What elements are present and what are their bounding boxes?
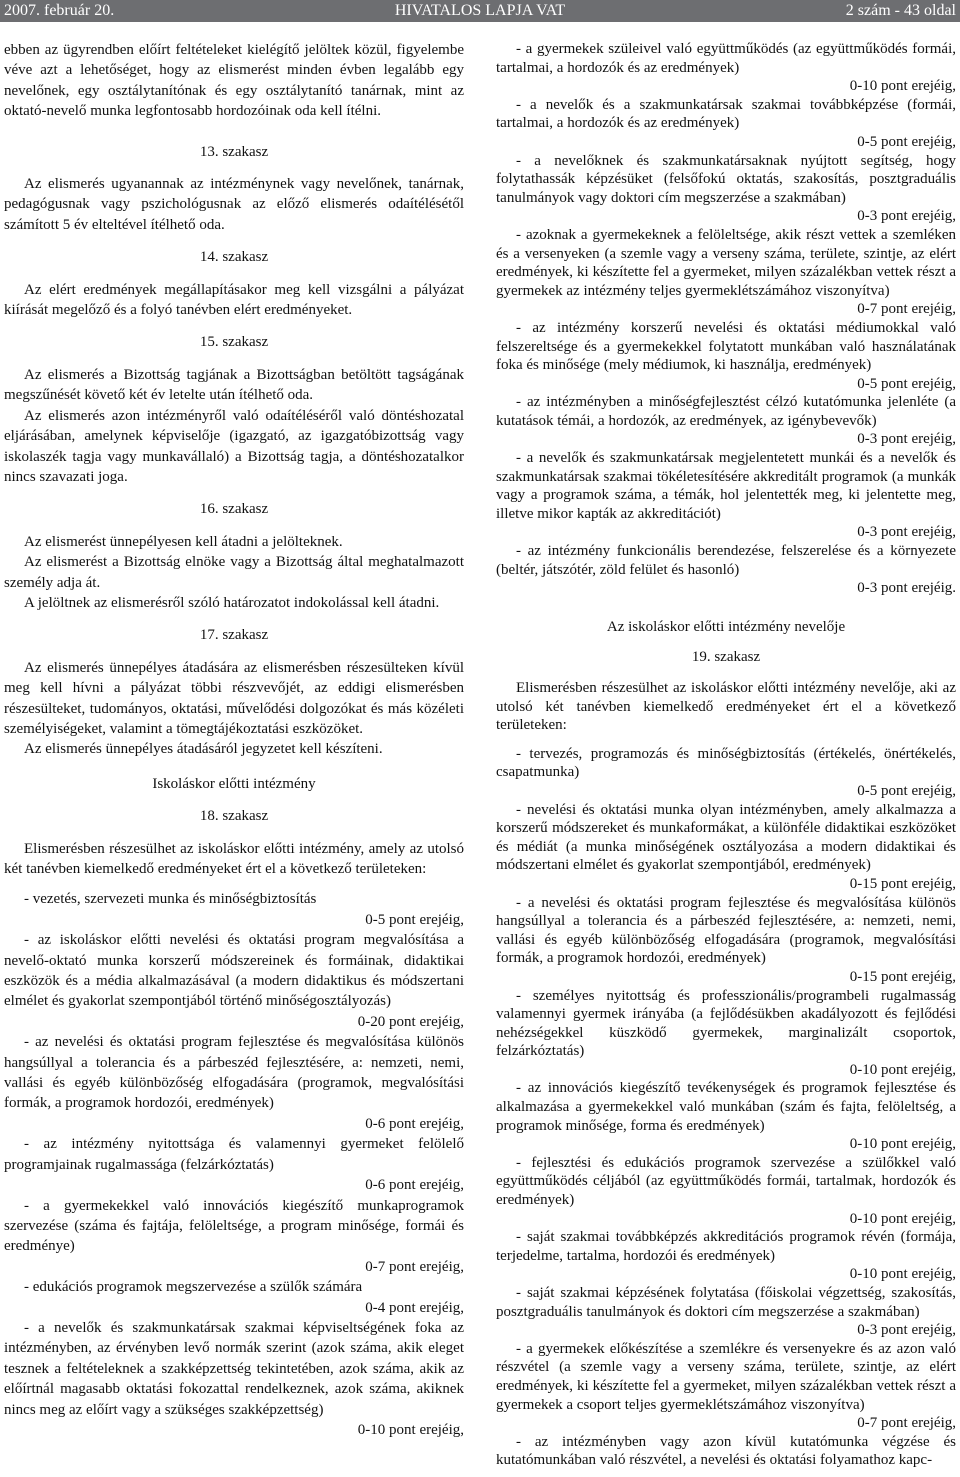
section-19-criteria [496, 745, 956, 1470]
section-15-text-b: Az elismerés azon intézményről való odaítéléséről való döntéshozatal eljárásában, amelynek képviselője (igazgató, az igazgatóbizottság vagy iskolaszék tagja vagy munkavállaló) a Bizottság tagja, a döntéshozatalkor nincs szavazati joga. [4, 407, 464, 485]
header-date: 2007. február 20. [4, 2, 115, 19]
section-16-text-c: A jelöltnek az elismerésről szóló határozatot indokolással kell átadni. [24, 594, 440, 611]
list-item: - a nevelők és a szakmunkatársak szakmai továbbképzése (formái, tartalmai, a hordozók és az eredmények) 0-5 pont erejéig, [496, 96, 956, 150]
list-item: - az iskoláskor előtti nevelési és oktatási program megvalósítása a nevelő-oktató munka korszerű módszereinek és formáinak, didaktikai eszközök és a média alkalmazásával (a modern didaktikus és módszertani elmélet és gyakorlat szempontjából történő minőségosztályozás) 0-20 pont erejéig, [4, 932, 464, 1030]
subheading-preschool: Iskoláskor előtti intézmény [152, 775, 316, 792]
header-title: HIVATALOS LAPJA VAT [394, 2, 566, 19]
right-column [496, 40, 956, 1470]
list-item: - edukációs programok megszervezése a szülők számára 0-4 pont erejéig, [24, 1279, 464, 1316]
list-item: - a nevelési és oktatási program fejlesztése és megvalósítása különös hangsúllyal a tolerancia és a párbeszéd fejlesztésére, a: nemzeti, nemi, vallási és egyéb különbözőség elfogadására (programok, megvalósítási formák, a programok hordozói, eredmények) 0-15 pont erejéig, [496, 894, 956, 985]
section-17-heading: 17. szakasz [199, 627, 269, 644]
section-19-text: Elismerésben részesülhet az iskoláskor előtti intézmény nevelője, aki az utolsó két tanévben kiemelkedő eredményeket ért el a következő területeken: [496, 680, 956, 734]
section-17-text-b: Az elismerés ünnepélyes átadásáról jegyzetet kell készíteni. [24, 741, 383, 758]
list-item: - azoknak a gyermekeknek a felöleltsége, akik részt vettek a szemléken és a versenyeken (a szemle vagy a verseny száma, területe, szintje, az elért eredmények, ki készítette fel a gyermeket, milyen százalékban vettek részt a gyermekek az intézmény teljes gyermeklétszámához viszonyítva) 0-7 pont erejéig, [496, 226, 956, 318]
list-item: - fejlesztési és edukációs programok szervezése a szülőkkel való együttműködés céljából (az együttműködés formái, tartalmak, hordozók és eredmények) 0-10 pont erejéig, [496, 1154, 956, 1227]
section-18-heading: 18. szakasz [199, 808, 269, 825]
section-18-text: Elismerésben részesülhet az iskoláskor előtti intézmény, amely az utolsó két tanévben kiemelkedő eredményeket ért el a következő területeken: [4, 840, 464, 877]
section-17-text-a: Az elismerés ünnepélyes átadására az elismerésben részesülteken kívül meg kell hívni a pályázat többi részvevőjét, az eddigi elismerésben részesülteket, tudományos, oktatási, művelődési dolgozókat és más közéleti személyiségeket, valamint a tömegtájékoztatási eszközöket. [4, 659, 464, 737]
section-15-text-a: Az elismerés a Bizottság tagjának a Bizottságban betöltött tagságának megszűnését követő két év letelte után ítélhető oda. [4, 366, 464, 404]
list-item: - vezetés, szervezeti munka és minőségbiztosítás 0-5 pont erejéig, [24, 891, 464, 928]
list-item: - a nevelőknek és szakmunkatársaknak nyújtott segítség, hogy folytathassák képzésüket (felsőfokú oktatás, szakosítás, posztgraduális tanulmányok vagy doktori cím megszerzése a szakmában) 0-3 pont erejéig, [496, 152, 956, 225]
list-item: - a nevelők és szakmunkatársak megjelentetett munkái és a nevelők és szakmunkatársak szakmai tökéletesítésére akkreditált programok (a munkák vagy a programok száma, a témák, hol jelentették meg, ki jelentette meg, illetve mikor kapták az akkreditációt) 0-3 pont erejéig, [496, 450, 956, 541]
list-item: - a nevelők és szakmunkatársak szakmai képviseltségének foka az intézményben, az érvényben levő normák szerint (azok száma, akik eleget tesznek a feltételeknek a szakképzettség tekintetében, azok száma, akik az előírtnál magasabb oktatási fokozattal rendelkeznek, azok száma, akiknek nincs meg az előírt vagy a szükséges szakképzettség) 0-10 pont erejéig, [4, 1319, 464, 1438]
section-14-text: Az elért eredmények megállapításakor meg kell vizsgálni a pályázat kiírását megelőző és a folyó tanévben elért eredményeket. [4, 281, 464, 319]
subheading-preschool-educator: Az iskoláskor előtti intézmény nevelője [606, 618, 846, 635]
list-item: - az innovációs kiegészítő tevékenységek és programok fejlesztése és alkalmazása a gyermekekkel való munkában (szám és fajta, felöleltség, a programok minősége, forma és eredmények) 0-10 pont erejéig, [496, 1080, 956, 1153]
list-item: - saját szakmai képzésének folytatása (főiskolai végzettség, szakosítás, posztgraduális tanulmányok és doktori cím megszerzése a szakmában) 0-3 pont erejéig, [496, 1285, 956, 1339]
intro-paragraph: ebben az ügyrendben előírt feltételeket kielégítő jelöltek közül, figyelembe véve azt a lehetőséget, hogy az elismerést minden évben legalább egy nevelőnek, egy osztálytanítónak és egy osztálytanító tanárnak, mint az oktató-nevelő munka legfontosabb hordozóinak oda kell ítélni. [4, 42, 464, 120]
section-16-text-b: Az elismerést a Bizottság elnöke vagy a Bizottság által meghatalmazott személy adja át. [4, 554, 464, 591]
section-19-heading: 19. szakasz [691, 649, 761, 666]
list-item: - a gyermekekkel való innovációs kiegészítő munkaprogramok szervezése (száma és fajtája, felöleltsége, a program minősége, formái és eredménye) 0-7 pont erejéig, [4, 1197, 464, 1275]
section-14-heading: 14. szakasz [199, 249, 269, 266]
list-item: - az intézményben vagy azon kívül kutatómunka végzése és kutatómunkában való részvétel, a nevelési és oktatási folyamathoz kapc- [496, 1433, 956, 1469]
list-item: - az intézmény funkcionális berendezése, felszerelése és a környezete (beltér, játszótér, zöld felület és hasonló) 0-3 pont erejéig. [496, 543, 956, 597]
page-header [0, 0, 960, 22]
section-18-criteria [4, 889, 464, 1440]
list-item: - az intézmény korszerű nevelési és oktatási médiumokkal való felszereltsége és a gyermekekkel folytatott munkában való használatának foka és minősége (mely médiumok, ki használja, eredmények) 0-5 pont erejéig, [496, 319, 956, 392]
section-13-heading: 13. szakasz [199, 143, 269, 160]
list-item: - az intézményben a minőségfejlesztést célzó kutatómunka jelenléte (a kutatások témái, a hordozók, az eredmények, az igénybevevők) 0-3 pont erejéig, [496, 394, 956, 448]
section-18-criteria-continued [496, 40, 956, 598]
list-item: - az nevelési és oktatási program fejlesztése és megvalósítása különös hangsúllyal a tolerancia és a párbeszéd fejlesztésére, a: nemzeti, nemi, vallási és egyéb különbözőség elfogadására (programok, megvalósítási formák, a programok hordozói, eredmények) 0-6 pont erejéig, [4, 1034, 464, 1132]
list-item: - saját szakmai továbbképzés akkreditációs programok révén (formája, terjedelme, tartalma, hordozói és eredmények) 0-10 pont erejéig, [496, 1229, 956, 1283]
list-item: - a gyermekek előkészítése a szemlékre és versenyekre és az azon való részvétel (a szemle vagy a verseny száma, területe, szintje, az elért eredmények, ki készítette fel a gyermeket, milyen százalékban vettek részt a gyermekek a csoport teljes gyermeklétszámához viszonyítva) 0-7 pont erejéig, [496, 1340, 956, 1432]
section-16-text-a: Az elismerést ünnepélyesen kell átadni a jelölteknek. [24, 533, 343, 550]
list-item: - személyes nyitottság és professzionális/programbeli rugalmasság valamennyi gyermek irányába (a fejlődésükben akadályozott és fejlődési nehézségekkel küszködő gyermekek, marginalizált csoportok, felzárkóztatás) 0-10 pont erejéig, [496, 987, 956, 1078]
section-13-text: Az elismerés ugyanannak az intézménynek vagy nevelőnek, tanárnak, pedagógusnak vagy pszichológusnak az előző elismerés odaítélésétől számított 5 év elteltével ítélhető oda. [4, 176, 464, 233]
header-page-number: 2 szám - 43 oldal [845, 2, 956, 19]
left-column [4, 40, 464, 1440]
list-item: - nevelési és oktatási munka olyan intézményben, amely alkalmazza a korszerű módszereket és munkaformákat, a különféle didaktikai eszközöket és médiát (a munka minőségének osztályozása a modern didaktikai és módszertani elmélet és gyakorlat szempontjából, eredmények) 0-15 pont erejéig, [496, 801, 956, 892]
list-item: - tervezés, programozás és minőségbiztosítás (értékelés, önértékelés, csapatmunka) 0-5 pont erejéig, [496, 745, 956, 799]
section-16-heading: 16. szakasz [199, 501, 269, 518]
list-item: - az intézmény nyitottsága és valamennyi gyermeket felölelő programjainak rugalmassága (felzárkóztatás) 0-6 pont erejéig, [4, 1136, 464, 1194]
section-15-heading: 15. szakasz [199, 334, 269, 351]
list-item: - a gyermekek szüleivel való együttműködés (az együttműködés formái, tartalmai, a hordozók és az eredmények) 0-10 pont erejéig, [496, 41, 956, 95]
